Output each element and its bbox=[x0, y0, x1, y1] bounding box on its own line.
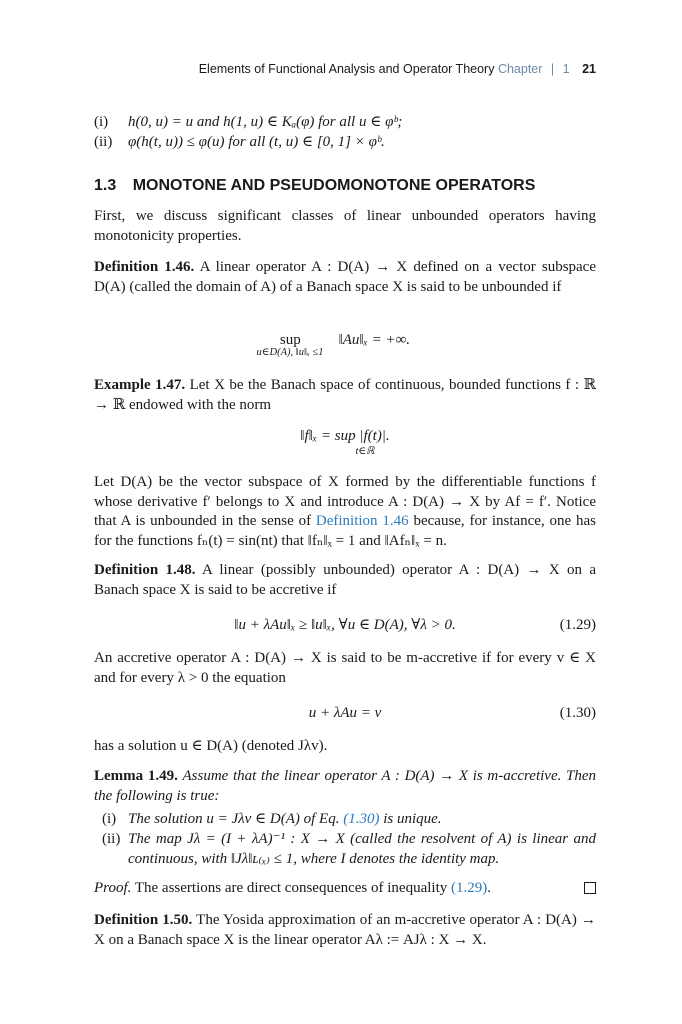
equation-norm: ‖f‖ₓ = sup |f(t)|. bbox=[300, 428, 390, 444]
definition-link[interactable]: Definition 1.46 bbox=[315, 513, 409, 530]
example-label: Example 1.47. bbox=[94, 377, 186, 393]
equation-body: ‖u + λAu‖ₓ ≥ ‖u‖ₓ, ∀u ∈ D(A), ∀λ > 0. bbox=[234, 617, 456, 633]
equation-subscript: t∈ℝ bbox=[355, 446, 375, 457]
lemma-item-text: The solution u = Jλv ∈ D(A) of Eq. bbox=[128, 811, 340, 827]
list-item-label: (ii) bbox=[94, 134, 113, 150]
list-item bbox=[94, 113, 596, 133]
proof-text: The assertions are direct consequences of inequality bbox=[134, 880, 448, 896]
header-title: Elements of Functional Analysis and Operator Theory bbox=[198, 62, 495, 76]
equation-1-30 bbox=[94, 704, 596, 724]
paragraph-text: Let D(A) be the vector subspace of X formed by the differentiable functions f whose derivative f′ belongs to X and introduce A : D(A) → X by Af = f′. Notice that A is unbounded in the sense of bbox=[94, 474, 596, 530]
example-1-47 bbox=[94, 376, 596, 415]
list-item-label: (i) bbox=[94, 114, 109, 130]
definition-1-48 bbox=[94, 561, 596, 600]
list-item-text: h(0, u) = u and h(1, u) ∈ Kₐ(φ) for all u ∈ φᵇ; bbox=[128, 114, 403, 130]
lemma-item-label: (i) bbox=[102, 811, 117, 827]
equation-body: u + λAu = v bbox=[308, 705, 382, 721]
equation-operator: sup bbox=[279, 332, 301, 348]
equation-link[interactable]: (1.30) bbox=[343, 811, 380, 827]
equation-rhs: ‖Au‖ₓ = +∞. bbox=[338, 332, 411, 348]
example-paragraph bbox=[94, 473, 596, 551]
lemma-item bbox=[94, 810, 596, 830]
proof-label: Proof. bbox=[94, 880, 132, 896]
header-chapter-label: Chapter bbox=[497, 62, 543, 76]
definition-label: Definition 1.46. bbox=[94, 259, 195, 275]
equation-subscript: u∈D(A), ‖u‖ₓ ≤1 bbox=[256, 347, 324, 358]
definition-text: A linear operator A : D(A) → X defined on a vector subspace D(A) (called the domain of A) of a Banach space X is said to be unbounded if bbox=[94, 259, 596, 295]
intro-paragraph: First, we discuss significant classes of linear unbounded operators having monotonicity properties. bbox=[94, 208, 596, 244]
equation-1-29 bbox=[94, 616, 596, 636]
section-title: MONOTONE AND PSEUDOMONOTONE OPERATORS bbox=[132, 177, 536, 194]
section-heading bbox=[94, 177, 535, 195]
list-item bbox=[94, 133, 596, 153]
definition-1-50 bbox=[94, 911, 596, 950]
header-chapter-number: 1 bbox=[562, 62, 570, 76]
definition-label: Definition 1.48. bbox=[94, 562, 196, 578]
accretive-paragraph: An accretive operator A : D(A) → X is said to be m-accretive if for every v ∈ X and for every λ > 0 the equation bbox=[94, 650, 596, 686]
section-number: 1.3 bbox=[94, 177, 117, 194]
lemma-item-text: The map Jλ = (I + λA)⁻¹ : X → X (called the resolvent of A) is linear and continuous, with ‖Jλ‖ʟ₍ₓ₎ ≤ 1, where I denotes the identity map. bbox=[128, 831, 596, 867]
lemma-item bbox=[94, 830, 596, 869]
equation-number: (1.30) bbox=[559, 705, 596, 721]
equation-number: (1.29) bbox=[559, 617, 596, 633]
definition-text: A linear (possibly unbounded) operator A : D(A) → X on a Banach space X is said to be accretive if bbox=[94, 562, 596, 598]
example-text: Let X be the Banach space of continuous, bounded functions f : ℝ → ℝ endowed with the norm bbox=[94, 377, 596, 413]
definition-text: The Yosida approximation of an m-accretive operator A : D(A) → X on a Banach space X is the linear operator Aλ := AJλ : X → X. bbox=[94, 912, 596, 948]
running-header bbox=[94, 62, 596, 76]
lemma-1-49 bbox=[94, 767, 596, 806]
lemma-text: Assume that the linear operator A : D(A) → X is m-accretive. Then the following is true: bbox=[94, 768, 597, 804]
qed-icon bbox=[584, 882, 596, 894]
proof bbox=[94, 879, 596, 899]
solution-paragraph: has a solution u ∈ D(A) (denoted Jλv). bbox=[94, 738, 328, 754]
lemma-item-text: is unique. bbox=[383, 811, 442, 827]
definition-label: Definition 1.50. bbox=[94, 912, 193, 928]
lemma-item-label: (ii) bbox=[102, 831, 121, 847]
header-separator: | bbox=[550, 62, 555, 76]
definition-1-46 bbox=[94, 258, 596, 297]
list-item-text: φ(h(t, u)) ≤ φ(u) for all (t, u) ∈ [0, 1] × φᵇ. bbox=[128, 134, 385, 150]
paragraph-text: because, for instance, one has for the functions fₙ(t) = sin(nt) that ‖fₙ‖ₓ = 1 and ‖Afₙ‖ₓ = n. bbox=[94, 513, 597, 549]
equation-link[interactable]: (1.29) bbox=[451, 880, 488, 896]
proof-text: . bbox=[487, 880, 491, 896]
page-number: 21 bbox=[582, 62, 596, 76]
lemma-label: Lemma 1.49. bbox=[94, 768, 178, 784]
